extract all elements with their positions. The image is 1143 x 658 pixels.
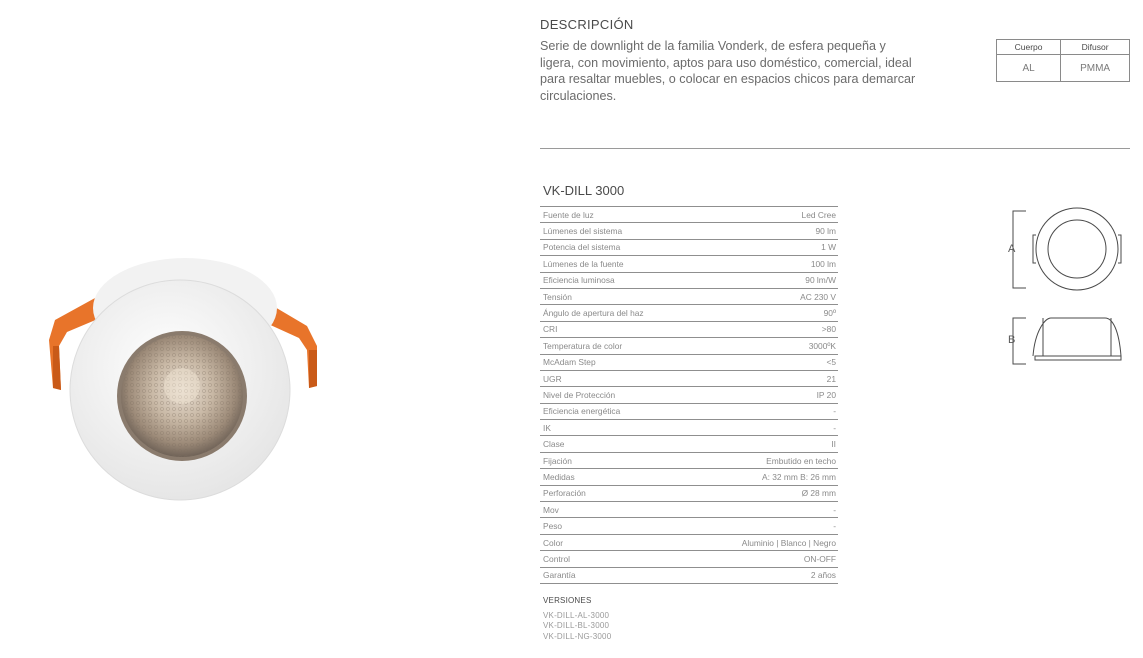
spec-value: Aluminio | Blanco | Negro bbox=[741, 537, 836, 548]
spec-value: 90 lm bbox=[815, 226, 836, 237]
spec-value: AC 230 V bbox=[800, 291, 836, 302]
spec-label: Fuente de luz bbox=[543, 209, 594, 220]
spec-value: - bbox=[833, 406, 836, 417]
spec-row bbox=[540, 486, 838, 502]
spec-value: 1 W bbox=[821, 242, 836, 253]
spec-label: Peso bbox=[543, 521, 563, 532]
spec-row bbox=[540, 535, 838, 551]
materials-value-cuerpo: AL bbox=[997, 55, 1061, 82]
spec-label: Control bbox=[543, 553, 570, 564]
spec-row bbox=[540, 256, 838, 272]
spec-row bbox=[540, 371, 838, 387]
spec-label: UGR bbox=[543, 373, 562, 384]
version-item: VK-DILL-BL-3000 bbox=[543, 621, 610, 631]
spec-value: 100 lm bbox=[810, 258, 836, 269]
spec-row bbox=[540, 404, 838, 420]
spec-value: II bbox=[831, 439, 836, 450]
dimension-label-b: B bbox=[1008, 334, 1016, 346]
spec-value: 2 años bbox=[810, 570, 836, 581]
spec-row bbox=[540, 206, 838, 223]
spec-value: Ø 28 mm bbox=[801, 488, 836, 499]
spec-value: IP 20 bbox=[816, 389, 836, 400]
dimension-drawing bbox=[1003, 205, 1133, 370]
spec-value: - bbox=[833, 521, 836, 532]
description-title: DESCRIPCIÓN bbox=[540, 17, 634, 32]
spec-label: Tensión bbox=[543, 291, 572, 302]
description-text: Serie de downlight de la familia Vonderk, de esfera pequeña y ligera, con movimiento, aptos para uso doméstico, comercial, ideal para resaltar muebles, o colocar en espacios chicos para demarcar circulaciones. bbox=[540, 39, 916, 103]
spec-value: <5 bbox=[826, 357, 836, 368]
spec-table bbox=[540, 206, 838, 584]
top-view-drawing bbox=[1013, 208, 1121, 290]
spec-value: ON-OFF bbox=[803, 553, 836, 564]
spec-row bbox=[540, 338, 838, 354]
version-item: VK-DILL-AL-3000 bbox=[543, 611, 610, 620]
version-item: VK-DILL-NG-3000 bbox=[543, 631, 612, 641]
materials-table bbox=[996, 39, 1130, 82]
versions-list bbox=[543, 611, 611, 642]
spec-value: Embutido en techo bbox=[766, 455, 836, 466]
section-divider bbox=[540, 148, 1130, 149]
spec-label: Temperatura de color bbox=[543, 340, 623, 351]
spec-row bbox=[540, 240, 838, 256]
spec-row bbox=[540, 453, 838, 469]
spec-value: A: 32 mm B: 26 mm bbox=[762, 471, 836, 482]
spec-row bbox=[540, 436, 838, 452]
spec-label: Color bbox=[543, 537, 564, 548]
model-title: VK-DILL 3000 bbox=[543, 183, 625, 198]
spec-row bbox=[540, 387, 838, 403]
spec-row bbox=[540, 355, 838, 371]
spec-label: Potencia del sistema bbox=[543, 242, 621, 253]
spec-value: 3000ºK bbox=[808, 340, 836, 351]
spec-label: Eficiencia luminosa bbox=[543, 275, 615, 286]
dimension-label-a: A bbox=[1008, 243, 1016, 255]
materials-header-difusor: Difusor bbox=[1061, 40, 1130, 55]
spec-label: Lúmenes del sistema bbox=[543, 226, 623, 237]
spec-row bbox=[540, 518, 838, 534]
spec-label: Medidas bbox=[543, 471, 575, 482]
spec-value: 90º bbox=[823, 308, 836, 319]
spec-row bbox=[540, 502, 838, 518]
spec-row bbox=[540, 568, 838, 584]
spec-row bbox=[540, 273, 838, 289]
materials-value-difusor: PMMA bbox=[1061, 55, 1130, 82]
side-view-drawing bbox=[1013, 318, 1121, 364]
spec-row bbox=[540, 223, 838, 239]
spec-label: Eficiencia energética bbox=[543, 406, 621, 417]
spec-value: - bbox=[833, 504, 836, 515]
product-photo bbox=[45, 250, 335, 510]
spec-label: Garantía bbox=[543, 570, 576, 581]
spec-label: Perforación bbox=[543, 488, 586, 499]
spec-row bbox=[540, 322, 838, 338]
spec-value: - bbox=[833, 422, 836, 433]
spec-label: Nivel de Protección bbox=[543, 389, 616, 400]
spec-label: Clase bbox=[543, 439, 565, 450]
spec-label: CRI bbox=[543, 324, 558, 335]
spec-label: Mov bbox=[543, 504, 559, 515]
versions-title: VERSIONES bbox=[543, 596, 592, 605]
spec-label: Fijación bbox=[543, 455, 572, 466]
spec-label: McAdam Step bbox=[543, 357, 596, 368]
materials-header-cuerpo: Cuerpo bbox=[997, 40, 1061, 55]
spec-label: Ángulo de apertura del haz bbox=[543, 308, 644, 319]
spec-row bbox=[540, 289, 838, 305]
spec-row bbox=[540, 551, 838, 567]
spec-value: Led Cree bbox=[801, 209, 836, 220]
spec-value: 90 lm/W bbox=[805, 275, 836, 286]
spec-value: 21 bbox=[826, 373, 836, 384]
spec-row bbox=[540, 305, 838, 321]
spec-row bbox=[540, 469, 838, 485]
spec-row bbox=[540, 420, 838, 436]
spec-label: IK bbox=[543, 422, 551, 433]
spec-value: >80 bbox=[821, 324, 836, 335]
spec-label: Lúmenes de la fuente bbox=[543, 258, 624, 269]
